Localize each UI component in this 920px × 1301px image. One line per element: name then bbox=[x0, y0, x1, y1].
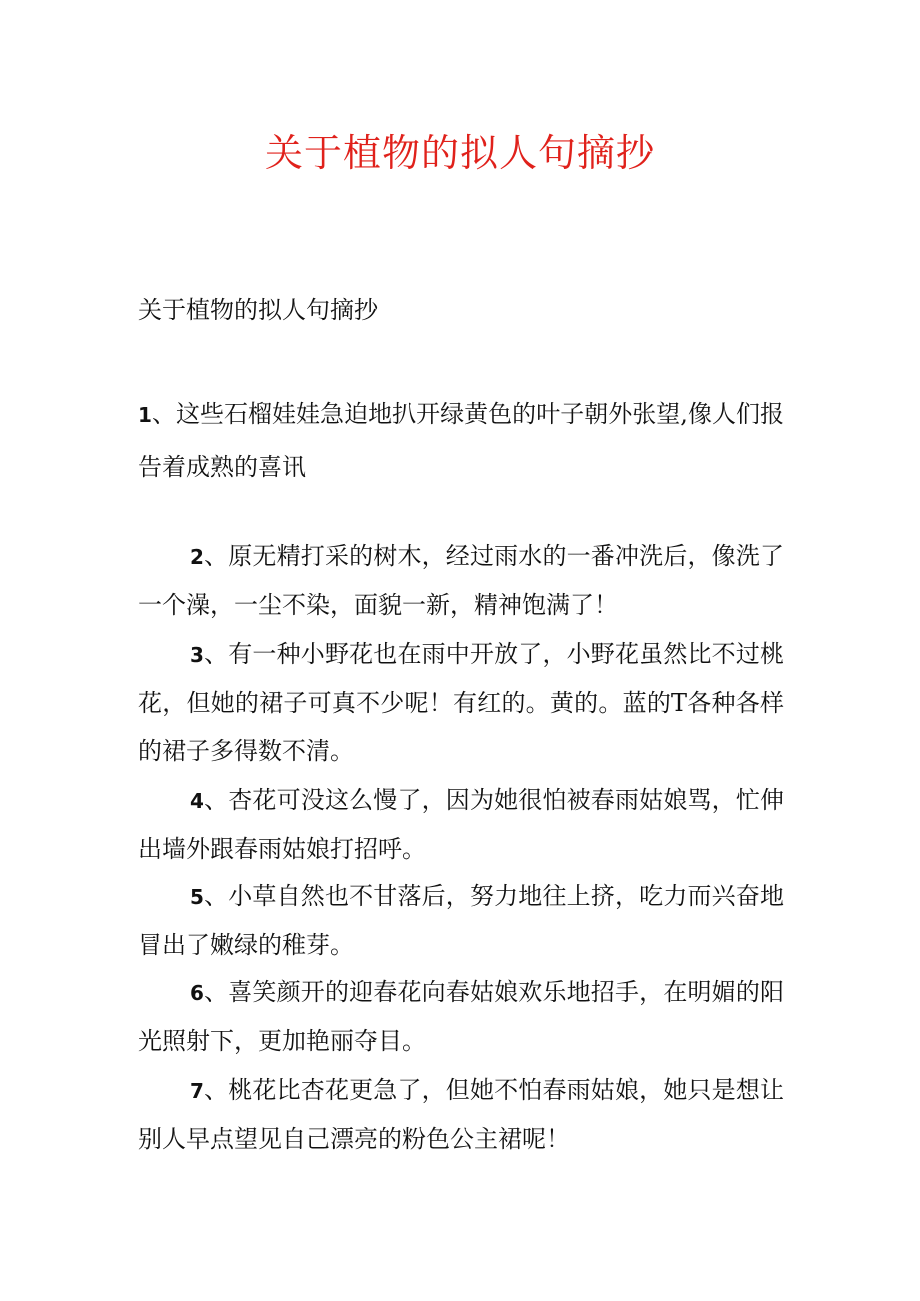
list-item bbox=[138, 776, 784, 873]
item-number: 2 bbox=[190, 545, 204, 569]
list-item bbox=[138, 872, 784, 969]
item-number: 1 bbox=[138, 403, 152, 427]
item-text: 、有一种小野花也在雨中开放了，小野花虽然比不过桃花，但她的裙子可真不少呢！有红的。黄的。蓝的T各种各样的裙子多得数不清。 bbox=[138, 640, 784, 765]
list-item bbox=[138, 968, 784, 1065]
item-text: 、杏花可没这么慢了，因为她很怕被春雨姑娘骂，忙伸出墙外跟春雨姑娘打招呼。 bbox=[138, 786, 784, 863]
item-number: 3 bbox=[190, 643, 204, 667]
list-item bbox=[138, 388, 784, 493]
page-title: 关于植物的拟人句摘抄 bbox=[264, 131, 655, 175]
item-number: 4 bbox=[190, 789, 204, 813]
item-text: 、小草自然也不甘落后，努力地往上挤，吃力而兴奋地冒出了嫩绿的稚芽。 bbox=[138, 882, 784, 959]
item-text: 、喜笑颜开的迎春花向春姑娘欢乐地招手，在明媚的阳光照射下，更加艳丽夺目。 bbox=[138, 978, 784, 1055]
item-text: 、桃花比杏花更急了，但她不怕春雨姑娘，她只是想让别人早点望见自己漂亮的粉色公主裙呢！ bbox=[138, 1076, 784, 1153]
list-item bbox=[138, 1066, 784, 1163]
item-number: 5 bbox=[190, 885, 204, 909]
item-text: 、原无精打采的树木，经过雨水的一番冲洗后，像洗了一个澡，一尘不染，面貌一新，精神饱满了！ bbox=[138, 542, 784, 619]
item-number: 6 bbox=[190, 981, 204, 1005]
item-text: 、这些石榴娃娃急迫地扒开绿黄色的叶子朝外张望,像人们报告着成熟的喜讯 bbox=[138, 400, 784, 481]
list-item bbox=[138, 532, 784, 629]
list-item bbox=[138, 630, 784, 775]
item-number: 7 bbox=[190, 1079, 204, 1103]
document-subtitle: 关于植物的拟人句摘抄 bbox=[138, 296, 378, 324]
